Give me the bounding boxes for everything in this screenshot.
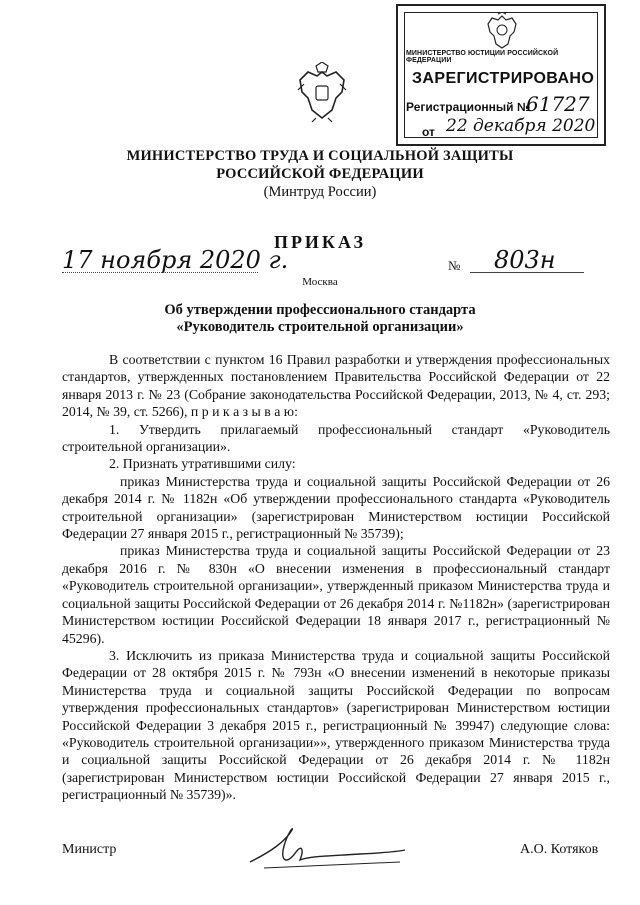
subject-line1: Об утверждении профессионального стандарта: [164, 302, 476, 318]
stamp-from-label: от: [422, 125, 435, 139]
order-number-underline: [470, 272, 584, 273]
stamp-ministry-name: МИНИСТЕРСТВО ЮСТИЦИИ РОССИЙСКОЙ ФЕДЕРАЦИИ: [406, 50, 559, 64]
signer-title: Министр: [62, 842, 117, 857]
paragraph-item-1: 1. Утвердить прилагаемый профессиональный стандарт «Руководитель строительной организации».: [62, 421, 610, 455]
city: Москва: [302, 276, 338, 288]
ministry-name-line1: МИНИСТЕРСТВО ТРУДА И СОЦИАЛЬНОЙ ЗАЩИТЫ: [126, 148, 514, 164]
ministry-short-name: (Минтруд России): [263, 184, 377, 200]
stamp-reg-number: 61727: [526, 92, 590, 116]
stamp-registered-label: ЗАРЕГИСТРИРОВАНО: [412, 70, 595, 87]
ministry-name-line2: РОССИЙСКОЙ ФЕДЕРАЦИИ: [216, 166, 424, 182]
registration-stamp: [396, 4, 606, 146]
paragraph-item-2-order-830n: приказ Министерства труда и социальной защиты Российской Федерации от 23 декабря 2016 г. № 830н «О внесении изменения в профессиональный стандарт «Руководитель строительной организации», утвержденный приказом Министерства труда и социальной защиты Российской Федерации от 26 декабря 2014 г. №1182н» (зарегистрирован Министерством юстиции Российской Федерации 18 января 2017 г., регистрационный № 45296).: [62, 543, 610, 646]
order-number-handwritten: 803н: [494, 246, 556, 274]
order-date-handwritten: 17 ноября 2020 г.: [62, 246, 289, 274]
paragraph-item-3: 3. Исключить из приказа Министерства труда и социальной защиты Российской Федерации от 28 октября 2015 г. № 793н «О внесении изменений в некоторые приказы Министерства труда и социальной защиты Российской Федерации по вопросам утверждения профессиональных стандартов» (зарегистрирован Министерством юстиции Российской Федерации 3 декабря 2015 г., регистрационный № 39947) следующие слова: «Руководитель строительной организации»», утвержденного приказом Министерства труда и социальной защиты Российской Федерации от 26 декабря 2014 г. № 1182н (зарегистрирован Министерством юстиции Российской Федерации 27 января 2015 г., регистрационный № 35739)».: [62, 647, 610, 803]
stamp-emblem-icon: [484, 12, 520, 50]
paragraph-item-2: 2. Признать утратившими силу:: [109, 456, 296, 472]
order-body: [62, 351, 610, 804]
order-date-underline: [62, 272, 258, 273]
document-type-title: ПРИКАЗ: [273, 232, 367, 252]
paragraph-item-2-order-1182n: приказ Министерства труда и социальной защиты Российской Федерации от 26 декабря 2014 г. № 1182н «Об утверждении профессионального стандарта «Руководитель строительной организации» (зарегистрирован Министерством юстиции Российской Федерации 27 января 2015 г., регистрационный № 35739);: [62, 473, 610, 542]
order-number-label: №: [448, 258, 461, 273]
subject-line2: «Руководитель строительной организации»: [176, 319, 464, 335]
stamp-reg-number-label: Регистрационный №: [406, 100, 531, 114]
paragraph-preamble: В соответствии с пунктом 16 Правил разработки и утверждения профессиональных стандартов, утвержденных постановлением Правительства Российской Федерации от 22 января 2013 г. № 23 (Собрание законодательства Российской Федерации, 2013, № 4, ст. 293; 2014, № 39, ст. 5266), п р и к а з ы в а ю:: [62, 352, 610, 420]
coat-of-arms-icon: [294, 62, 350, 124]
signer-name: А.О. Котяков: [520, 842, 599, 857]
stamp-date: 22 декабря 2020: [446, 116, 596, 136]
signature-icon: [240, 822, 410, 883]
